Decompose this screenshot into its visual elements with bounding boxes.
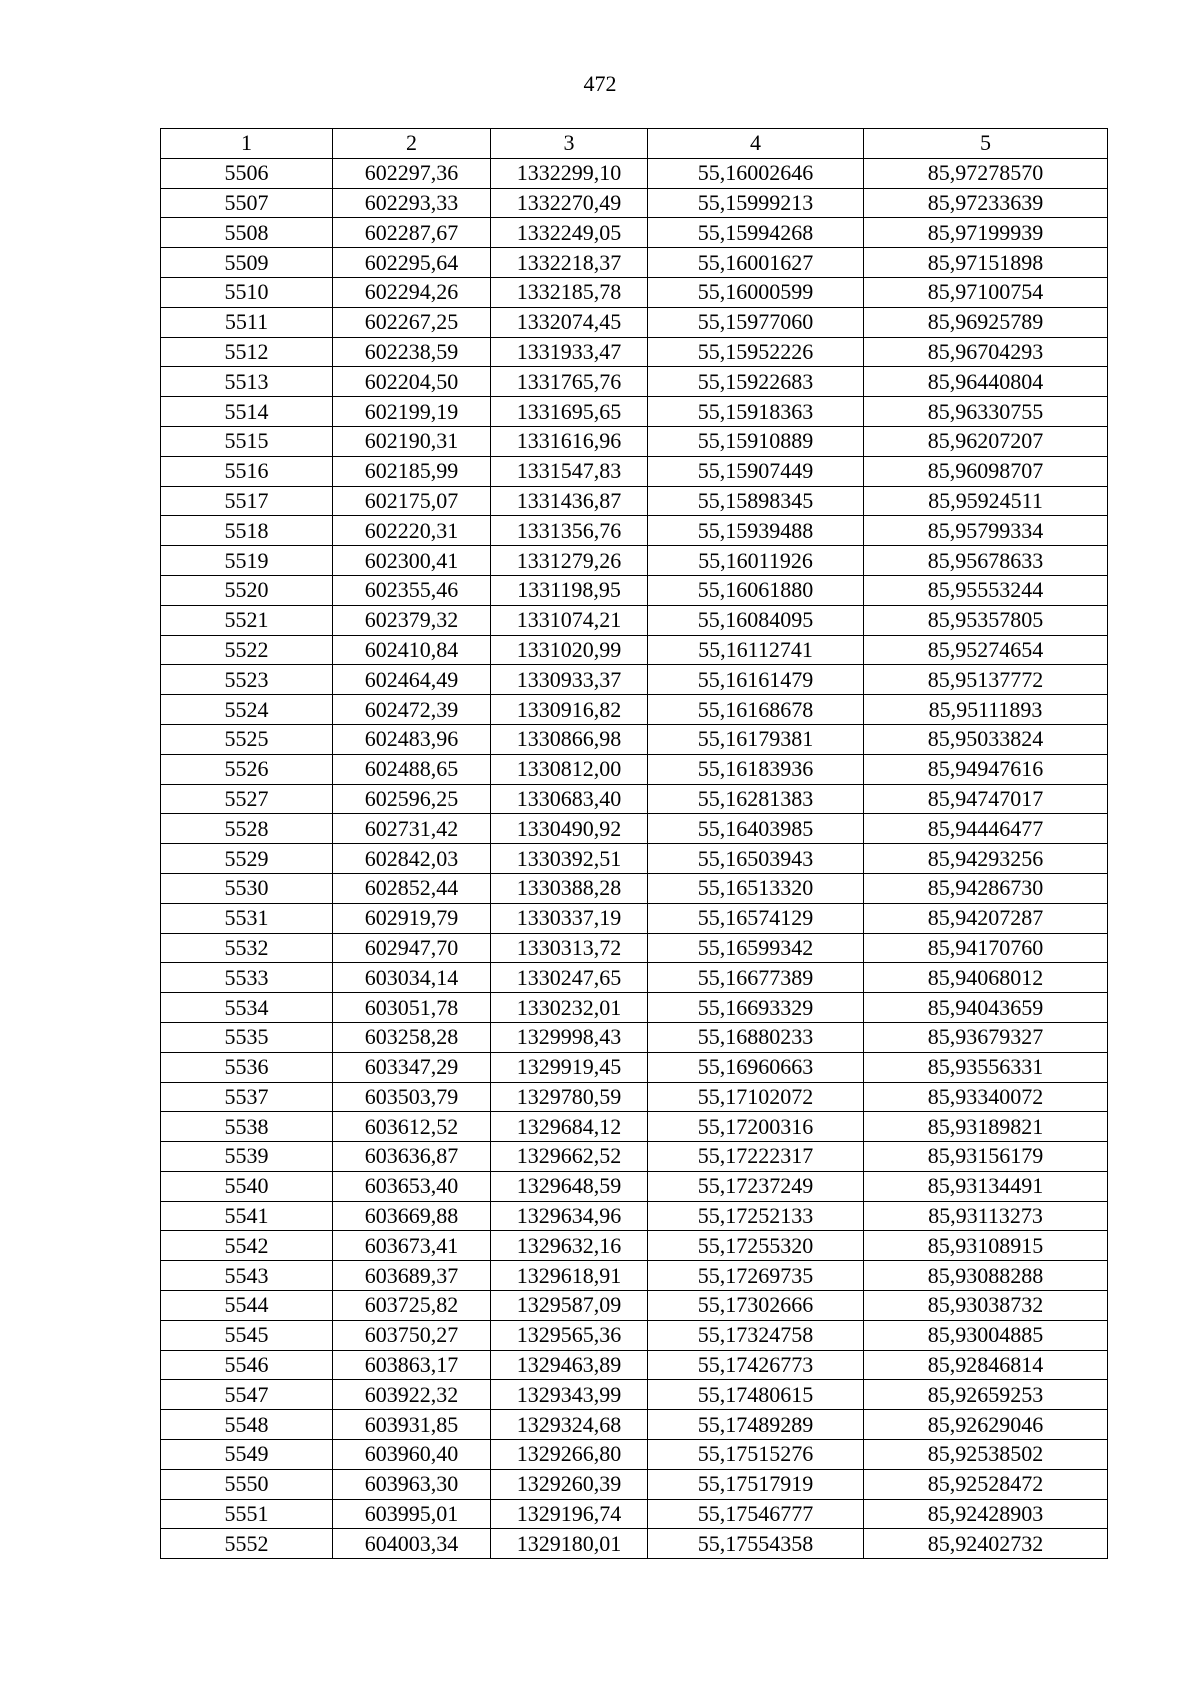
column-header: 1: [161, 129, 333, 159]
longitude-cell: 85,94293256: [864, 844, 1108, 874]
latitude-cell: 55,17255320: [648, 1231, 864, 1261]
x-coordinate-cell: 603258,28: [333, 1022, 491, 1052]
longitude-cell: 85,93113273: [864, 1201, 1108, 1231]
point-number-cell: 5535: [161, 1022, 333, 1052]
longitude-cell: 85,92538502: [864, 1440, 1108, 1470]
y-coordinate-cell: 1329684,12: [491, 1112, 648, 1142]
x-coordinate-cell: 602297,36: [333, 158, 491, 188]
longitude-cell: 85,92659253: [864, 1380, 1108, 1410]
longitude-cell: 85,94947616: [864, 754, 1108, 784]
y-coordinate-cell: 1330683,40: [491, 784, 648, 814]
x-coordinate-cell: 602293,33: [333, 188, 491, 218]
table-row: [161, 963, 1108, 993]
longitude-cell: 85,96207207: [864, 426, 1108, 456]
x-coordinate-cell: 603347,29: [333, 1052, 491, 1082]
point-number-cell: 5518: [161, 516, 333, 546]
y-coordinate-cell: 1329998,43: [491, 1022, 648, 1052]
latitude-cell: 55,15910889: [648, 426, 864, 456]
table-row: [161, 277, 1108, 307]
x-coordinate-cell: 602483,96: [333, 724, 491, 754]
latitude-cell: 55,17546777: [648, 1499, 864, 1529]
point-number-cell: 5549: [161, 1440, 333, 1470]
y-coordinate-cell: 1331436,87: [491, 486, 648, 516]
point-number-cell: 5551: [161, 1499, 333, 1529]
point-number-cell: 5512: [161, 337, 333, 367]
x-coordinate-cell: 602731,42: [333, 814, 491, 844]
x-coordinate-cell: 602199,19: [333, 397, 491, 427]
point-number-cell: 5536: [161, 1052, 333, 1082]
latitude-cell: 55,17324758: [648, 1320, 864, 1350]
x-coordinate-cell: 603669,88: [333, 1201, 491, 1231]
page-number: 472: [583, 71, 617, 96]
x-coordinate-cell: 603034,14: [333, 963, 491, 993]
point-number-cell: 5543: [161, 1261, 333, 1291]
latitude-cell: 55,17489289: [648, 1410, 864, 1440]
longitude-cell: 85,95553244: [864, 575, 1108, 605]
table-row: [161, 605, 1108, 635]
y-coordinate-cell: 1331074,21: [491, 605, 648, 635]
latitude-cell: 55,15994268: [648, 218, 864, 248]
point-number-cell: 5507: [161, 188, 333, 218]
point-number-cell: 5528: [161, 814, 333, 844]
point-number-cell: 5506: [161, 158, 333, 188]
x-coordinate-cell: 602175,07: [333, 486, 491, 516]
longitude-cell: 85,95033824: [864, 724, 1108, 754]
point-number-cell: 5544: [161, 1291, 333, 1321]
y-coordinate-cell: 1332185,78: [491, 277, 648, 307]
y-coordinate-cell: 1330232,01: [491, 993, 648, 1023]
table-row: [161, 158, 1108, 188]
longitude-cell: 85,93679327: [864, 1022, 1108, 1052]
x-coordinate-cell: 602464,49: [333, 665, 491, 695]
point-number-cell: 5541: [161, 1201, 333, 1231]
longitude-cell: 85,96925789: [864, 307, 1108, 337]
y-coordinate-cell: 1329463,89: [491, 1350, 648, 1380]
y-coordinate-cell: 1329919,45: [491, 1052, 648, 1082]
table-row: [161, 397, 1108, 427]
y-coordinate-cell: 1330933,37: [491, 665, 648, 695]
x-coordinate-cell: 602852,44: [333, 873, 491, 903]
column-header: 5: [864, 129, 1108, 159]
latitude-cell: 55,15898345: [648, 486, 864, 516]
y-coordinate-cell: 1329565,36: [491, 1320, 648, 1350]
x-coordinate-cell: 602355,46: [333, 575, 491, 605]
longitude-cell: 85,94286730: [864, 873, 1108, 903]
x-coordinate-cell: 603750,27: [333, 1320, 491, 1350]
table-row: [161, 724, 1108, 754]
point-number-cell: 5531: [161, 903, 333, 933]
column-header: 2: [333, 129, 491, 159]
y-coordinate-cell: 1331198,95: [491, 575, 648, 605]
longitude-cell: 85,95137772: [864, 665, 1108, 695]
longitude-cell: 85,92428903: [864, 1499, 1108, 1529]
latitude-cell: 55,16000599: [648, 277, 864, 307]
table-row: [161, 1380, 1108, 1410]
longitude-cell: 85,95111893: [864, 695, 1108, 725]
latitude-cell: 55,17200316: [648, 1112, 864, 1142]
longitude-cell: 85,93556331: [864, 1052, 1108, 1082]
y-coordinate-cell: 1329634,96: [491, 1201, 648, 1231]
table-row: [161, 1082, 1108, 1112]
longitude-cell: 85,94747017: [864, 784, 1108, 814]
y-coordinate-cell: 1329180,01: [491, 1529, 648, 1559]
y-coordinate-cell: 1329587,09: [491, 1291, 648, 1321]
latitude-cell: 55,17222317: [648, 1142, 864, 1172]
point-number-cell: 5552: [161, 1529, 333, 1559]
longitude-cell: 85,93088288: [864, 1261, 1108, 1291]
table-row: [161, 1469, 1108, 1499]
table-row: [161, 456, 1108, 486]
longitude-cell: 85,92402732: [864, 1529, 1108, 1559]
column-header: 3: [491, 129, 648, 159]
table-row: [161, 814, 1108, 844]
longitude-cell: 85,97233639: [864, 188, 1108, 218]
y-coordinate-cell: 1330812,00: [491, 754, 648, 784]
table-row: [161, 1142, 1108, 1172]
y-coordinate-cell: 1329632,16: [491, 1231, 648, 1261]
latitude-cell: 55,16960663: [648, 1052, 864, 1082]
table-row: [161, 1320, 1108, 1350]
latitude-cell: 55,16168678: [648, 695, 864, 725]
y-coordinate-cell: 1329662,52: [491, 1142, 648, 1172]
table-row: [161, 635, 1108, 665]
x-coordinate-cell: 604003,34: [333, 1529, 491, 1559]
longitude-cell: 85,94043659: [864, 993, 1108, 1023]
latitude-cell: 55,15939488: [648, 516, 864, 546]
table-body: [161, 158, 1108, 1558]
longitude-cell: 85,93108915: [864, 1231, 1108, 1261]
point-number-cell: 5525: [161, 724, 333, 754]
latitude-cell: 55,16179381: [648, 724, 864, 754]
x-coordinate-cell: 602220,31: [333, 516, 491, 546]
point-number-cell: 5530: [161, 873, 333, 903]
point-number-cell: 5513: [161, 367, 333, 397]
point-number-cell: 5537: [161, 1082, 333, 1112]
table-row: [161, 1231, 1108, 1261]
latitude-cell: 55,17269735: [648, 1261, 864, 1291]
table-row: [161, 1261, 1108, 1291]
y-coordinate-cell: 1329266,80: [491, 1440, 648, 1470]
longitude-cell: 85,95274654: [864, 635, 1108, 665]
latitude-cell: 55,16011926: [648, 546, 864, 576]
table-row: [161, 903, 1108, 933]
latitude-cell: 55,16161479: [648, 665, 864, 695]
table-row: [161, 367, 1108, 397]
longitude-cell: 85,97151898: [864, 248, 1108, 278]
latitude-cell: 55,15922683: [648, 367, 864, 397]
longitude-cell: 85,95799334: [864, 516, 1108, 546]
longitude-cell: 85,93004885: [864, 1320, 1108, 1350]
x-coordinate-cell: 602488,65: [333, 754, 491, 784]
table-row: [161, 1499, 1108, 1529]
point-number-cell: 5524: [161, 695, 333, 725]
x-coordinate-cell: 603922,32: [333, 1380, 491, 1410]
y-coordinate-cell: 1332299,10: [491, 158, 648, 188]
point-number-cell: 5547: [161, 1380, 333, 1410]
x-coordinate-cell: 602919,79: [333, 903, 491, 933]
point-number-cell: 5534: [161, 993, 333, 1023]
point-number-cell: 5517: [161, 486, 333, 516]
y-coordinate-cell: 1331933,47: [491, 337, 648, 367]
point-number-cell: 5515: [161, 426, 333, 456]
table-row: [161, 248, 1108, 278]
latitude-cell: 55,16880233: [648, 1022, 864, 1052]
latitude-cell: 55,17515276: [648, 1440, 864, 1470]
y-coordinate-cell: 1330247,65: [491, 963, 648, 993]
point-number-cell: 5545: [161, 1320, 333, 1350]
table-row: [161, 1171, 1108, 1201]
y-coordinate-cell: 1329618,91: [491, 1261, 648, 1291]
x-coordinate-cell: 603612,52: [333, 1112, 491, 1142]
column-header: 4: [648, 129, 864, 159]
x-coordinate-cell: 602842,03: [333, 844, 491, 874]
y-coordinate-cell: 1330392,51: [491, 844, 648, 874]
point-number-cell: 5548: [161, 1410, 333, 1440]
x-coordinate-cell: 602300,41: [333, 546, 491, 576]
longitude-cell: 85,96440804: [864, 367, 1108, 397]
table-row: [161, 1201, 1108, 1231]
longitude-cell: 85,95678633: [864, 546, 1108, 576]
point-number-cell: 5522: [161, 635, 333, 665]
table-row: [161, 1112, 1108, 1142]
longitude-cell: 85,95924511: [864, 486, 1108, 516]
longitude-cell: 85,94446477: [864, 814, 1108, 844]
point-number-cell: 5510: [161, 277, 333, 307]
x-coordinate-cell: 603689,37: [333, 1261, 491, 1291]
y-coordinate-cell: 1331279,26: [491, 546, 648, 576]
table-row: [161, 933, 1108, 963]
y-coordinate-cell: 1332218,37: [491, 248, 648, 278]
x-coordinate-cell: 603636,87: [333, 1142, 491, 1172]
y-coordinate-cell: 1329324,68: [491, 1410, 648, 1440]
longitude-cell: 85,92528472: [864, 1469, 1108, 1499]
longitude-cell: 85,97278570: [864, 158, 1108, 188]
x-coordinate-cell: 602185,99: [333, 456, 491, 486]
table-row: [161, 546, 1108, 576]
longitude-cell: 85,93156179: [864, 1142, 1108, 1172]
point-number-cell: 5533: [161, 963, 333, 993]
y-coordinate-cell: 1330313,72: [491, 933, 648, 963]
latitude-cell: 55,16112741: [648, 635, 864, 665]
x-coordinate-cell: 602410,84: [333, 635, 491, 665]
longitude-cell: 85,93038732: [864, 1291, 1108, 1321]
y-coordinate-cell: 1330490,92: [491, 814, 648, 844]
x-coordinate-cell: 602238,59: [333, 337, 491, 367]
x-coordinate-cell: 603963,30: [333, 1469, 491, 1499]
y-coordinate-cell: 1330916,82: [491, 695, 648, 725]
y-coordinate-cell: 1331547,83: [491, 456, 648, 486]
latitude-cell: 55,17237249: [648, 1171, 864, 1201]
table-row: [161, 218, 1108, 248]
latitude-cell: 55,16677389: [648, 963, 864, 993]
x-coordinate-cell: 603051,78: [333, 993, 491, 1023]
x-coordinate-cell: 603653,40: [333, 1171, 491, 1201]
point-number-cell: 5508: [161, 218, 333, 248]
latitude-cell: 55,16599342: [648, 933, 864, 963]
longitude-cell: 85,97100754: [864, 277, 1108, 307]
longitude-cell: 85,96330755: [864, 397, 1108, 427]
latitude-cell: 55,17480615: [648, 1380, 864, 1410]
y-coordinate-cell: 1332074,45: [491, 307, 648, 337]
table-row: [161, 486, 1108, 516]
longitude-cell: 85,95357805: [864, 605, 1108, 635]
x-coordinate-cell: 603673,41: [333, 1231, 491, 1261]
table-row: [161, 426, 1108, 456]
point-number-cell: 5550: [161, 1469, 333, 1499]
latitude-cell: 55,16061880: [648, 575, 864, 605]
table-row: [161, 1529, 1108, 1559]
y-coordinate-cell: 1329196,74: [491, 1499, 648, 1529]
x-coordinate-cell: 602287,67: [333, 218, 491, 248]
y-coordinate-cell: 1329260,39: [491, 1469, 648, 1499]
point-number-cell: 5542: [161, 1231, 333, 1261]
latitude-cell: 55,17517919: [648, 1469, 864, 1499]
x-coordinate-cell: 602947,70: [333, 933, 491, 963]
point-number-cell: 5532: [161, 933, 333, 963]
point-number-cell: 5527: [161, 784, 333, 814]
point-number-cell: 5516: [161, 456, 333, 486]
table-row: [161, 188, 1108, 218]
point-number-cell: 5529: [161, 844, 333, 874]
longitude-cell: 85,93189821: [864, 1112, 1108, 1142]
x-coordinate-cell: 602379,32: [333, 605, 491, 635]
latitude-cell: 55,17102072: [648, 1082, 864, 1112]
longitude-cell: 85,96098707: [864, 456, 1108, 486]
x-coordinate-cell: 603960,40: [333, 1440, 491, 1470]
y-coordinate-cell: 1329343,99: [491, 1380, 648, 1410]
table-row: [161, 665, 1108, 695]
point-number-cell: 5526: [161, 754, 333, 784]
table-header-row: [161, 129, 1108, 159]
y-coordinate-cell: 1330866,98: [491, 724, 648, 754]
y-coordinate-cell: 1330337,19: [491, 903, 648, 933]
latitude-cell: 55,15907449: [648, 456, 864, 486]
coordinates-table: [160, 128, 1108, 1559]
x-coordinate-cell: 603725,82: [333, 1291, 491, 1321]
y-coordinate-cell: 1329780,59: [491, 1082, 648, 1112]
table-row: [161, 784, 1108, 814]
latitude-cell: 55,15977060: [648, 307, 864, 337]
table-row: [161, 575, 1108, 605]
latitude-cell: 55,16693329: [648, 993, 864, 1023]
table-row: [161, 1052, 1108, 1082]
table-row: [161, 1291, 1108, 1321]
x-coordinate-cell: 603995,01: [333, 1499, 491, 1529]
latitude-cell: 55,16281383: [648, 784, 864, 814]
point-number-cell: 5523: [161, 665, 333, 695]
longitude-cell: 85,93340072: [864, 1082, 1108, 1112]
x-coordinate-cell: 603503,79: [333, 1082, 491, 1112]
point-number-cell: 5511: [161, 307, 333, 337]
point-number-cell: 5514: [161, 397, 333, 427]
latitude-cell: 55,16002646: [648, 158, 864, 188]
latitude-cell: 55,15918363: [648, 397, 864, 427]
latitude-cell: 55,17302666: [648, 1291, 864, 1321]
y-coordinate-cell: 1331765,76: [491, 367, 648, 397]
table-row: [161, 1022, 1108, 1052]
longitude-cell: 85,94068012: [864, 963, 1108, 993]
table-row: [161, 307, 1108, 337]
point-number-cell: 5539: [161, 1142, 333, 1172]
x-coordinate-cell: 602190,31: [333, 426, 491, 456]
x-coordinate-cell: 602294,26: [333, 277, 491, 307]
y-coordinate-cell: 1329648,59: [491, 1171, 648, 1201]
latitude-cell: 55,17554358: [648, 1529, 864, 1559]
table-row: [161, 516, 1108, 546]
x-coordinate-cell: 602295,64: [333, 248, 491, 278]
table-row: [161, 844, 1108, 874]
table-row: [161, 337, 1108, 367]
x-coordinate-cell: 602472,39: [333, 695, 491, 725]
latitude-cell: 55,16001627: [648, 248, 864, 278]
y-coordinate-cell: 1331356,76: [491, 516, 648, 546]
point-number-cell: 5540: [161, 1171, 333, 1201]
latitude-cell: 55,16513320: [648, 873, 864, 903]
table-row: [161, 1350, 1108, 1380]
y-coordinate-cell: 1332270,49: [491, 188, 648, 218]
x-coordinate-cell: 602267,25: [333, 307, 491, 337]
latitude-cell: 55,16503943: [648, 844, 864, 874]
table-row: [161, 695, 1108, 725]
y-coordinate-cell: 1332249,05: [491, 218, 648, 248]
latitude-cell: 55,15952226: [648, 337, 864, 367]
table-row: [161, 1410, 1108, 1440]
x-coordinate-cell: 603863,17: [333, 1350, 491, 1380]
longitude-cell: 85,92846814: [864, 1350, 1108, 1380]
x-coordinate-cell: 602596,25: [333, 784, 491, 814]
point-number-cell: 5538: [161, 1112, 333, 1142]
x-coordinate-cell: 603931,85: [333, 1410, 491, 1440]
y-coordinate-cell: 1330388,28: [491, 873, 648, 903]
point-number-cell: 5521: [161, 605, 333, 635]
latitude-cell: 55,16574129: [648, 903, 864, 933]
longitude-cell: 85,96704293: [864, 337, 1108, 367]
latitude-cell: 55,16403985: [648, 814, 864, 844]
table-row: [161, 1440, 1108, 1470]
longitude-cell: 85,94170760: [864, 933, 1108, 963]
point-number-cell: 5520: [161, 575, 333, 605]
longitude-cell: 85,94207287: [864, 903, 1108, 933]
y-coordinate-cell: 1331695,65: [491, 397, 648, 427]
latitude-cell: 55,16183936: [648, 754, 864, 784]
latitude-cell: 55,17252133: [648, 1201, 864, 1231]
longitude-cell: 85,93134491: [864, 1171, 1108, 1201]
y-coordinate-cell: 1331020,99: [491, 635, 648, 665]
latitude-cell: 55,16084095: [648, 605, 864, 635]
latitude-cell: 55,15999213: [648, 188, 864, 218]
point-number-cell: 5519: [161, 546, 333, 576]
table-row: [161, 754, 1108, 784]
table-row: [161, 993, 1108, 1023]
longitude-cell: 85,97199939: [864, 218, 1108, 248]
y-coordinate-cell: 1331616,96: [491, 426, 648, 456]
table-row: [161, 873, 1108, 903]
point-number-cell: 5546: [161, 1350, 333, 1380]
longitude-cell: 85,92629046: [864, 1410, 1108, 1440]
x-coordinate-cell: 602204,50: [333, 367, 491, 397]
latitude-cell: 55,17426773: [648, 1350, 864, 1380]
point-number-cell: 5509: [161, 248, 333, 278]
